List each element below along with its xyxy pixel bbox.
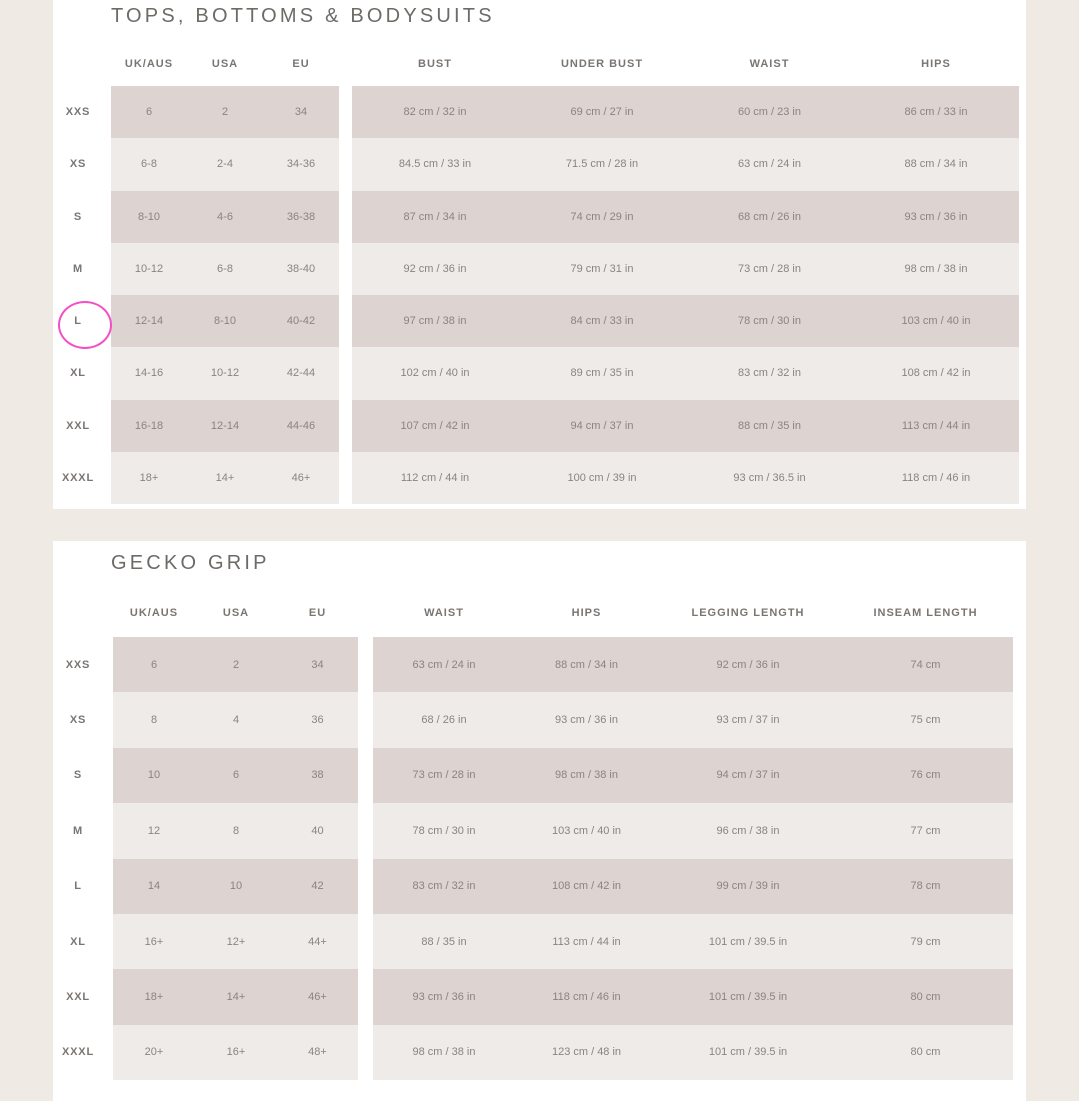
table-row [352, 86, 1019, 138]
table-cell: 78 cm [910, 880, 941, 893]
column-header-right-3: INSEAM LENGTH [873, 607, 978, 619]
table-cell: 79 cm [910, 935, 941, 948]
table-cell: 60 cm / 23 in [738, 106, 801, 119]
size-label-xxl: XXL [66, 419, 90, 432]
table-cell: 102 cm / 40 in [400, 367, 470, 380]
table-cell: 34 [294, 106, 308, 119]
table-cell: 68 / 26 in [421, 714, 467, 727]
table-cell: 38 [311, 769, 324, 782]
size-label-xxxl: XXXL [62, 471, 94, 484]
table-cell: 93 cm / 36.5 in [733, 471, 806, 484]
column-header-right-0: BUST [418, 58, 452, 70]
table-cell: 93 cm / 36 in [412, 990, 476, 1003]
table-cell: 18+ [139, 471, 159, 484]
table-cell: 78 cm / 30 in [738, 315, 801, 328]
table-cell: 93 cm / 36 in [555, 714, 618, 727]
table-title: TOPS, BOTTOMS & BODYSUITS [111, 5, 495, 27]
table-cell: 118 cm / 46 in [901, 471, 971, 484]
table-row [352, 452, 1019, 504]
table-row [352, 347, 1019, 399]
table-cell: 108 cm / 42 in [551, 880, 622, 893]
table-cell: 100 cm / 39 in [567, 471, 637, 484]
size-label-xs: XS [69, 158, 87, 171]
table-cell: 73 cm / 28 in [412, 769, 476, 782]
table-cell: 113 cm / 44 in [552, 935, 621, 948]
table-cell: 36 [311, 714, 324, 727]
table-cell: 40 [311, 824, 324, 837]
table-cell: 83 cm / 32 in [738, 367, 801, 380]
table-row [352, 191, 1019, 243]
table-row [373, 803, 1013, 858]
size-label-xs: XS [69, 714, 87, 727]
column-header-right-1: HIPS [571, 607, 602, 619]
table-cell: 98 cm / 38 in [904, 262, 968, 275]
measurements-block [373, 637, 1013, 1080]
column-header-left-1: USA [211, 58, 239, 70]
table-row [111, 347, 339, 399]
table-cell: 98 cm / 38 in [555, 769, 618, 782]
size-label-s: S [73, 210, 83, 223]
table-cell: 103 cm / 40 in [551, 824, 622, 837]
table-cell: 89 cm / 35 in [570, 367, 634, 380]
table-cell: 6 [145, 106, 153, 119]
table-cell: 40-42 [286, 315, 316, 328]
table-cell: 83 cm / 32 in [412, 880, 476, 893]
size-label-xxs: XXS [65, 658, 91, 671]
table-row [113, 1025, 358, 1080]
table-cell: 101 cm / 39.5 in [708, 990, 788, 1003]
table-row [352, 243, 1019, 295]
table-row [373, 748, 1013, 803]
table-row [111, 243, 339, 295]
table-cell: 107 cm / 42 in [400, 419, 470, 432]
column-header-left-2: EU [308, 607, 327, 619]
table-cell: 10 [147, 769, 161, 782]
column-header-right-1: UNDER BUST [560, 58, 644, 70]
table-row [111, 191, 339, 243]
table-cell: 20+ [144, 1046, 164, 1059]
table-cell: 93 cm / 36 in [904, 210, 968, 223]
table-row [373, 692, 1013, 747]
table-cell: 14 [147, 880, 161, 893]
table-row [373, 637, 1013, 692]
table-row [113, 803, 358, 858]
table-cell: 113 cm / 44 in [901, 419, 971, 432]
table-cell: 77 cm [910, 824, 941, 837]
table-cell: 71.5 cm / 28 in [565, 158, 639, 171]
table-cell: 46+ [308, 990, 327, 1003]
table-cell: 10-12 [134, 262, 164, 275]
size-label-l: L [74, 315, 82, 328]
table-cell: 94 cm / 37 in [716, 769, 780, 782]
table-cell: 84 cm / 33 in [570, 315, 634, 328]
size-label-xxxl: XXXL [62, 1046, 94, 1059]
table-cell: 84.5 cm / 33 in [398, 158, 472, 171]
table-cell: 93 cm / 37 in [716, 714, 780, 727]
table-cell: 63 cm / 24 in [738, 158, 801, 171]
column-header-right-2: WAIST [749, 58, 790, 70]
table-cell: 48+ [308, 1046, 327, 1059]
size-label-m: M [73, 262, 83, 275]
table-cell: 76 cm [910, 769, 941, 782]
column-header-right-0: WAIST [424, 607, 464, 619]
table-row [352, 295, 1019, 347]
table-row [111, 138, 339, 190]
table-cell: 10-12 [210, 367, 240, 380]
table-cell: 14+ [215, 471, 235, 484]
table-cell: 88 / 35 in [421, 935, 467, 948]
table-row [373, 859, 1013, 914]
table-cell: 8 [232, 824, 240, 837]
table-cell: 101 cm / 39.5 in [708, 1046, 788, 1059]
table-cell: 68 cm / 26 in [738, 210, 801, 223]
table-cell: 6 [232, 769, 240, 782]
table-cell: 118 cm / 46 in [552, 990, 621, 1003]
table-cell: 123 cm / 48 in [551, 1046, 622, 1059]
table-cell: 14-16 [134, 367, 164, 380]
column-header-right-2: LEGGING LENGTH [691, 607, 805, 619]
table-cell: 96 cm / 38 in [716, 824, 780, 837]
table-row [113, 748, 358, 803]
table-cell: 16+ [144, 935, 164, 948]
table-cell: 101 cm / 39.5 in [708, 935, 788, 948]
table-row [373, 969, 1013, 1024]
table-title: GECKO GRIP [111, 552, 270, 574]
table-cell: 36-38 [286, 210, 316, 223]
table-cell: 79 cm / 31 in [570, 262, 634, 275]
table-row [113, 969, 358, 1024]
table-row [113, 859, 358, 914]
table-cell: 38-40 [286, 262, 316, 275]
measurements-block [352, 86, 1019, 504]
table-cell: 74 cm / 29 in [570, 210, 634, 223]
table-row [113, 637, 358, 692]
table-cell: 80 cm [910, 1046, 941, 1059]
size-label-s: S [73, 769, 83, 782]
table-cell: 4 [232, 714, 240, 727]
table-cell: 108 cm / 42 in [901, 367, 971, 380]
table-cell: 42 [311, 880, 324, 893]
table-cell: 86 cm / 33 in [904, 106, 968, 119]
column-header-left-1: USA [222, 607, 250, 619]
table-cell: 44-46 [286, 419, 316, 432]
table-cell: 97 cm / 38 in [403, 315, 467, 328]
table-cell: 92 cm / 36 in [716, 658, 780, 671]
size-conversion-block [111, 86, 339, 504]
table-row [373, 1025, 1013, 1080]
table-row [111, 452, 339, 504]
table-cell: 94 cm / 37 in [570, 419, 634, 432]
table-cell: 112 cm / 44 in [400, 471, 470, 484]
table-cell: 73 cm / 28 in [738, 262, 801, 275]
table-cell: 69 cm / 27 in [570, 106, 634, 119]
size-conversion-block [113, 637, 358, 1080]
table-row [352, 400, 1019, 452]
table-cell: 46+ [291, 471, 311, 484]
table-cell: 8-10 [213, 315, 237, 328]
table-cell: 98 cm / 38 in [412, 1046, 476, 1059]
table-cell: 2 [232, 658, 240, 671]
table-cell: 12+ [226, 935, 246, 948]
table-cell: 92 cm / 36 in [403, 262, 467, 275]
table-row [352, 138, 1019, 190]
size-label-xxs: XXS [65, 106, 91, 119]
table-cell: 34-36 [286, 158, 316, 171]
table-cell: 10 [229, 880, 243, 893]
size-label-xl: XL [70, 367, 86, 380]
size-label-l: L [74, 880, 82, 893]
table-cell: 4-6 [217, 210, 233, 223]
table-cell: 6-8 [217, 262, 233, 275]
table-cell: 74 cm [910, 658, 941, 671]
table-cell: 99 cm / 39 in [716, 880, 780, 893]
table-cell: 12 [147, 824, 161, 837]
table-row [111, 400, 339, 452]
size-table-gecko-grip [53, 541, 1026, 1101]
highlight-circle-size-l [58, 301, 112, 349]
table-cell: 88 cm / 35 in [738, 419, 801, 432]
table-cell: 18+ [144, 990, 164, 1003]
table-cell: 16+ [226, 1046, 246, 1059]
table-cell: 6 [150, 658, 158, 671]
table-cell: 16-18 [134, 419, 164, 432]
table-cell: 88 cm / 34 in [904, 158, 968, 171]
table-cell: 2-4 [217, 158, 233, 171]
size-label-m: M [73, 824, 83, 837]
table-cell: 6-8 [141, 158, 157, 171]
column-header-left-0: UK/AUS [129, 607, 179, 619]
table-cell: 2 [221, 106, 229, 119]
table-cell: 103 cm / 40 in [901, 315, 971, 328]
size-label-xl: XL [70, 935, 86, 948]
table-cell: 82 cm / 32 in [403, 106, 467, 119]
table-cell: 14+ [226, 990, 246, 1003]
table-cell: 75 cm [910, 714, 941, 727]
table-cell: 42-44 [286, 367, 316, 380]
column-header-left-0: UK/AUS [124, 58, 174, 70]
table-cell: 44+ [308, 935, 327, 948]
size-label-xxl: XXL [66, 990, 90, 1003]
table-cell: 12-14 [134, 315, 164, 328]
table-cell: 63 cm / 24 in [412, 658, 476, 671]
table-cell: 8 [150, 714, 158, 727]
table-row [113, 692, 358, 747]
size-table-tops-bottoms-bodysuits [53, 0, 1026, 509]
column-header-right-3: HIPS [921, 58, 951, 70]
table-cell: 12-14 [210, 419, 240, 432]
table-row [113, 914, 358, 969]
table-cell: 8-10 [137, 210, 161, 223]
table-row [373, 914, 1013, 969]
table-cell: 34 [311, 658, 324, 671]
table-cell: 78 cm / 30 in [412, 824, 476, 837]
table-cell: 80 cm [910, 990, 941, 1003]
table-cell: 88 cm / 34 in [555, 658, 618, 671]
table-cell: 87 cm / 34 in [403, 210, 467, 223]
table-row [111, 295, 339, 347]
column-header-left-2: EU [292, 58, 310, 70]
table-row [111, 86, 339, 138]
